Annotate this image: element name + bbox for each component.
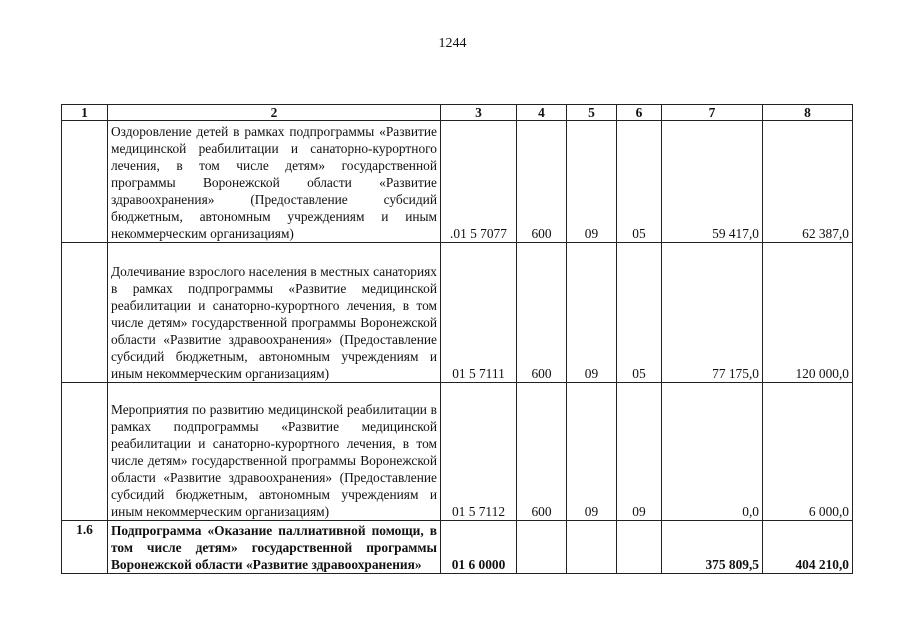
- budget-table: [61, 104, 853, 574]
- row-code: 01 5 7111: [441, 243, 517, 383]
- header-cell-2: 2: [108, 105, 441, 121]
- header-cell-4: 4: [517, 105, 567, 121]
- header-cell-7: 7: [662, 105, 763, 121]
- table-header-row: [62, 105, 853, 121]
- table-row: [62, 243, 853, 383]
- table-row: [62, 121, 853, 243]
- row-description: Оздоровление детей в рамках подпрограммы «Развитие медицинской реабилитации и санаторно-курортного лечения, в том числе детям» государственной программы Воронежской области «Развитие здравоохранения» (Предоставление субсидий бюджетным, автономным учреждениям и иным некоммерческим организациям): [108, 121, 441, 243]
- row-description: Мероприятия по развитию медицинской реабилитации в рамках подпрограммы «Развитие медицинской реабилитации и санаторно-курортного лечения, в том числе детям» государственной программы Воронежской области «Развитие здравоохранения» (Предоставление субсидий бюджетным, автономным учреждениям и иным некоммерческим организациям): [108, 383, 441, 521]
- row-code: .01 5 7077: [441, 121, 517, 243]
- row-col5: 09: [567, 243, 617, 383]
- page-number: 1244: [438, 36, 467, 51]
- row-col8: 404 210,0: [763, 521, 853, 574]
- row-col8: 6 000,0: [763, 383, 853, 521]
- row-number: [62, 383, 108, 521]
- row-col5: [567, 521, 617, 574]
- row-col6: 05: [617, 121, 662, 243]
- row-col4: 600: [517, 243, 567, 383]
- header-cell-1: 1: [62, 105, 108, 121]
- row-description: Подпрограмма «Оказание паллиативной помощи, в том числе детям» государственной программы Воронежской области «Развитие здравоохранения»: [108, 521, 441, 574]
- row-col6: 09: [617, 383, 662, 521]
- row-number: 1.6: [62, 521, 108, 574]
- row-col7: 77 175,0: [662, 243, 763, 383]
- row-col8: 120 000,0: [763, 243, 853, 383]
- row-col5: 09: [567, 383, 617, 521]
- row-number: [62, 243, 108, 383]
- row-col4: 600: [517, 121, 567, 243]
- row-col7: 375 809,5: [662, 521, 763, 574]
- header-cell-3: 3: [441, 105, 517, 121]
- row-col4: 600: [517, 383, 567, 521]
- row-col7: 59 417,0: [662, 121, 763, 243]
- row-code: 01 5 7112: [441, 383, 517, 521]
- row-code: 01 6 0000: [441, 521, 517, 574]
- header-cell-6: 6: [617, 105, 662, 121]
- row-col6: [617, 521, 662, 574]
- row-col4: [517, 521, 567, 574]
- header-cell-5: 5: [567, 105, 617, 121]
- row-col8: 62 387,0: [763, 121, 853, 243]
- row-number: [62, 121, 108, 243]
- row-description: Долечивание взрослого населения в местных санаториях в рамках подпрограммы «Развитие медицинской реабилитации и санаторно-курортного лечения, в том числе детям» государственной программы Воронежской области «Развитие здравоохранения» (Предоставление субсидий бюджетным, автономным учреждениям и иным некоммерческим организациям): [108, 243, 441, 383]
- row-col7: 0,0: [662, 383, 763, 521]
- row-col6: 05: [617, 243, 662, 383]
- table-row: [62, 521, 853, 574]
- row-col5: 09: [567, 121, 617, 243]
- table-row: [62, 383, 853, 521]
- header-cell-8: 8: [763, 105, 853, 121]
